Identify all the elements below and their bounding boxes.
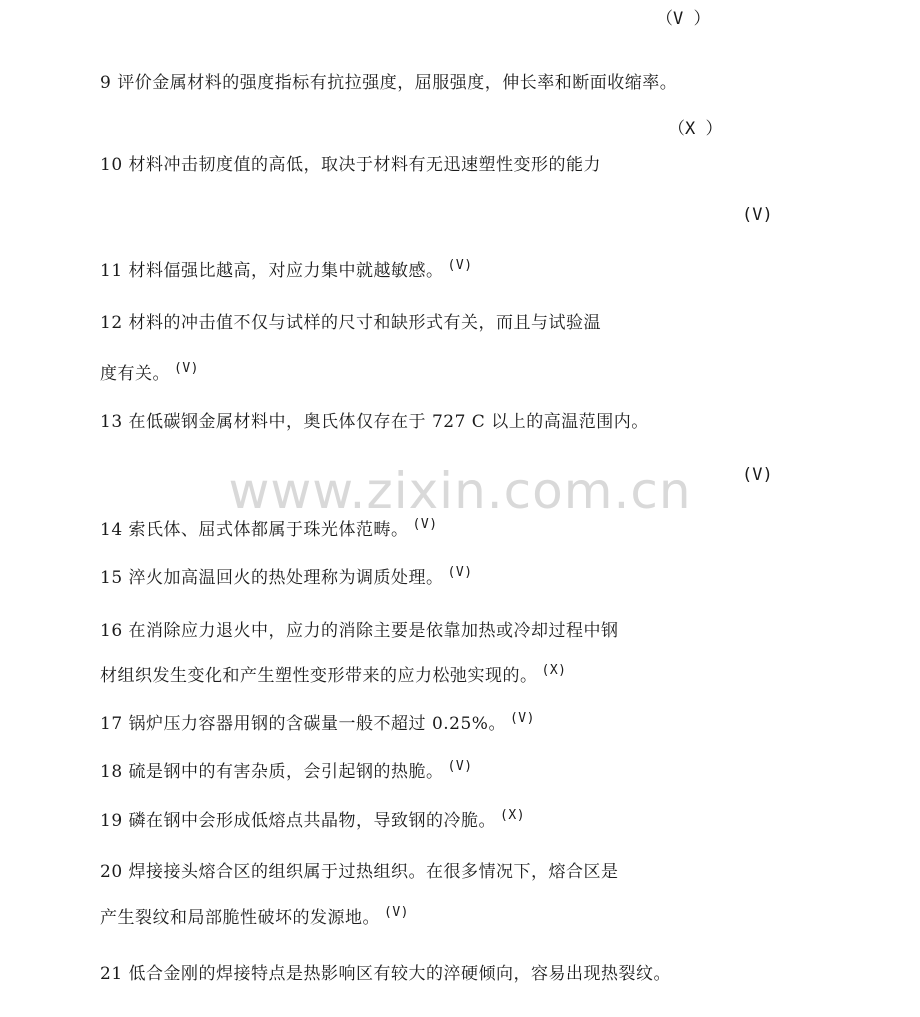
question-18-text: 18 硫是钢中的有害杂质，会引起钢的热脆。 bbox=[100, 762, 444, 782]
question-20-answer: (V) bbox=[384, 905, 409, 920]
question-14-text: 14 索氏体、屈式体都属于珠光体范畴。 bbox=[100, 520, 409, 540]
question-17-text: 17 锅炉压力容器用钢的含碳量一般不超过 0.25%。 bbox=[100, 714, 506, 734]
question-10-text: 10 材料冲击韧度值的高低，取决于材料有无迅速塑性变形的能力 bbox=[100, 155, 602, 175]
question-20-cont-text: 产生裂纹和局部脆性破坏的发源地。 bbox=[100, 908, 380, 928]
question-16-text: 16 在消除应力退火中，应力的消除主要是依靠加热或冷却过程中钢 bbox=[100, 621, 619, 641]
question-11-answer: (V) bbox=[447, 258, 473, 273]
question-16-cont bbox=[100, 665, 566, 689]
question-9-text: 9 评价金属材料的强度指标有抗拉强度，屈服强度，伸长率和断面收缩率。 bbox=[100, 73, 678, 93]
question-16-cont-text: 材组织发生变化和产生塑性变形带来的应力松弛实现的。 bbox=[100, 666, 538, 686]
question-15 bbox=[100, 567, 473, 591]
question-12-text: 12 材料的冲击值不仅与试样的尺寸和缺形式有关，而且与试验温 bbox=[100, 313, 602, 333]
answer-mark-q13: (V) bbox=[742, 465, 773, 485]
question-11-text: 11 材料偪强比越高，对应力集中就越敏感。 bbox=[100, 261, 444, 281]
question-19-text: 19 磷在钢中会形成低熔点共晶物，导致钢的冷脆。 bbox=[100, 811, 497, 831]
question-20-text: 20 焊接接头熔合区的组织属于过热组织。在很多情况下，熔合区是 bbox=[100, 862, 619, 882]
question-15-answer: (V) bbox=[447, 565, 473, 580]
question-13-text: 13 在低碳钢金属材料中，奥氏体仅存在于 727 C 以上的高温范围内。 bbox=[100, 412, 649, 432]
question-17 bbox=[100, 713, 535, 737]
question-19 bbox=[100, 810, 525, 834]
question-11 bbox=[100, 260, 473, 284]
question-10 bbox=[100, 154, 601, 176]
question-18-answer: (V) bbox=[447, 759, 473, 774]
question-15-text: 15 淬火加高温回火的热处理称为调质处理。 bbox=[100, 568, 444, 588]
answer-mark-q10: (V) bbox=[742, 205, 773, 225]
question-16-answer: (X) bbox=[541, 663, 567, 678]
question-16 bbox=[100, 620, 619, 642]
question-19-answer: (X) bbox=[500, 808, 526, 823]
question-9 bbox=[100, 72, 677, 94]
question-12-cont-text: 度有关。 bbox=[100, 364, 170, 384]
question-12 bbox=[100, 312, 601, 334]
question-14-answer: (V) bbox=[412, 517, 438, 532]
question-17-answer: (V) bbox=[509, 711, 535, 726]
question-14 bbox=[100, 519, 438, 543]
answer-mark-q9: （X ） bbox=[668, 119, 723, 139]
question-12-answer: (V) bbox=[174, 361, 199, 376]
question-21-text: 21 低合金刚的焊接特点是热影响区有较大的淬硬倾向，容易出现热裂纹。 bbox=[100, 964, 672, 984]
question-20-cont bbox=[100, 907, 409, 931]
question-12-cont bbox=[100, 363, 199, 387]
answer-mark-top: （V ） bbox=[656, 9, 711, 29]
question-13 bbox=[100, 411, 649, 433]
question-21 bbox=[100, 963, 671, 985]
watermark: www.zixin.com.cn bbox=[228, 462, 692, 520]
question-20 bbox=[100, 861, 619, 883]
question-18 bbox=[100, 761, 473, 785]
